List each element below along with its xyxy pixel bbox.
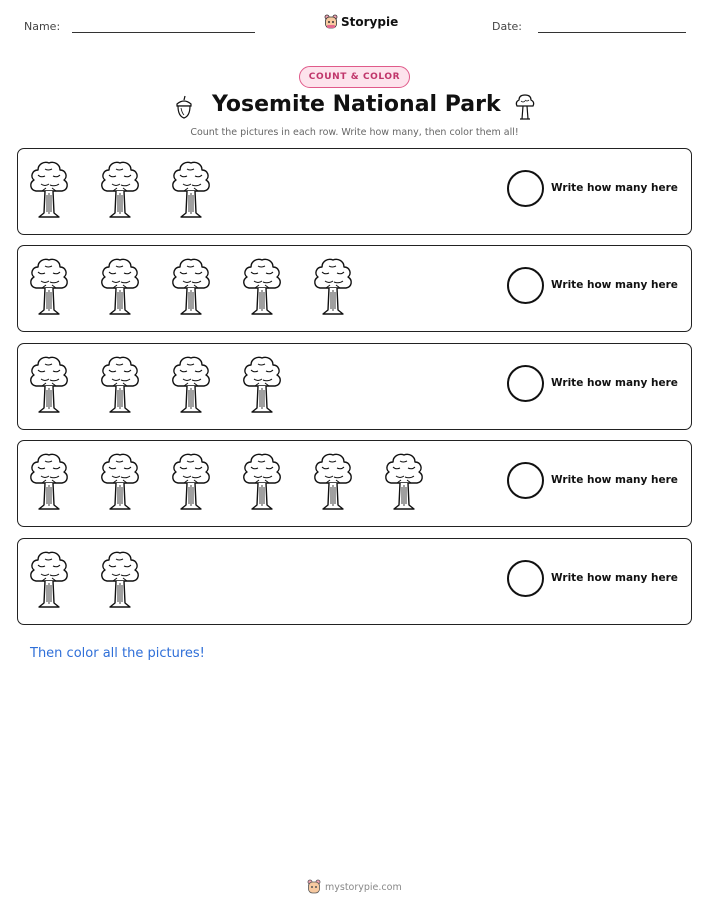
mascot-icon [307, 879, 321, 895]
answer-label: Write how many here [551, 377, 678, 389]
sequoia-tree-icon[interactable] [99, 352, 141, 416]
footer-url[interactable]: mystorypie.com [325, 881, 402, 893]
answer-label: Write how many here [551, 279, 678, 291]
counting-row [17, 343, 692, 430]
count-color-badge: COUNT & COLOR [299, 66, 410, 88]
sequoia-tree-icon[interactable] [28, 547, 70, 611]
counting-row [17, 538, 692, 625]
counting-row [17, 440, 692, 527]
page-title: Yosemite National Park [212, 92, 501, 117]
sequoia-tree-icon[interactable] [99, 157, 141, 221]
date-line[interactable] [538, 32, 686, 33]
color-instruction: Then color all the pictures! [30, 646, 205, 661]
acorn-icon [173, 94, 195, 120]
sequoia-tree-icon[interactable] [241, 254, 283, 318]
sequoia-tree-icon[interactable] [312, 449, 354, 513]
sequoia-tree-icon[interactable] [99, 254, 141, 318]
name-label: Name: [24, 20, 61, 33]
answer-circle[interactable] [507, 365, 544, 402]
counting-row [17, 148, 692, 235]
tree-icon [514, 92, 536, 122]
sequoia-tree-icon[interactable] [383, 449, 425, 513]
storypie-logo [324, 14, 398, 30]
mascot-icon [324, 14, 338, 30]
sequoia-tree-icon[interactable] [28, 157, 70, 221]
counting-row [17, 245, 692, 332]
sequoia-tree-icon[interactable] [170, 254, 212, 318]
sequoia-tree-icon[interactable] [312, 254, 354, 318]
answer-circle[interactable] [507, 170, 544, 207]
sequoia-tree-icon[interactable] [28, 254, 70, 318]
sequoia-tree-icon[interactable] [28, 449, 70, 513]
answer-circle[interactable] [507, 560, 544, 597]
sequoia-tree-icon[interactable] [170, 157, 212, 221]
instructions-subtitle: Count the pictures in each row. Write how many, then color them all! [190, 127, 519, 138]
sequoia-tree-icon[interactable] [241, 352, 283, 416]
sequoia-tree-icon[interactable] [170, 449, 212, 513]
sequoia-tree-icon[interactable] [99, 449, 141, 513]
sequoia-tree-icon[interactable] [99, 547, 141, 611]
footer [307, 879, 402, 895]
date-label: Date: [492, 20, 522, 33]
brand-name: Storypie [341, 15, 399, 29]
name-line[interactable] [72, 32, 255, 33]
sequoia-tree-icon[interactable] [170, 352, 212, 416]
answer-label: Write how many here [551, 572, 678, 584]
answer-circle[interactable] [507, 462, 544, 499]
answer-label: Write how many here [551, 474, 678, 486]
sequoia-tree-icon[interactable] [241, 449, 283, 513]
answer-circle[interactable] [507, 267, 544, 304]
sequoia-tree-icon[interactable] [28, 352, 70, 416]
answer-label: Write how many here [551, 182, 678, 194]
